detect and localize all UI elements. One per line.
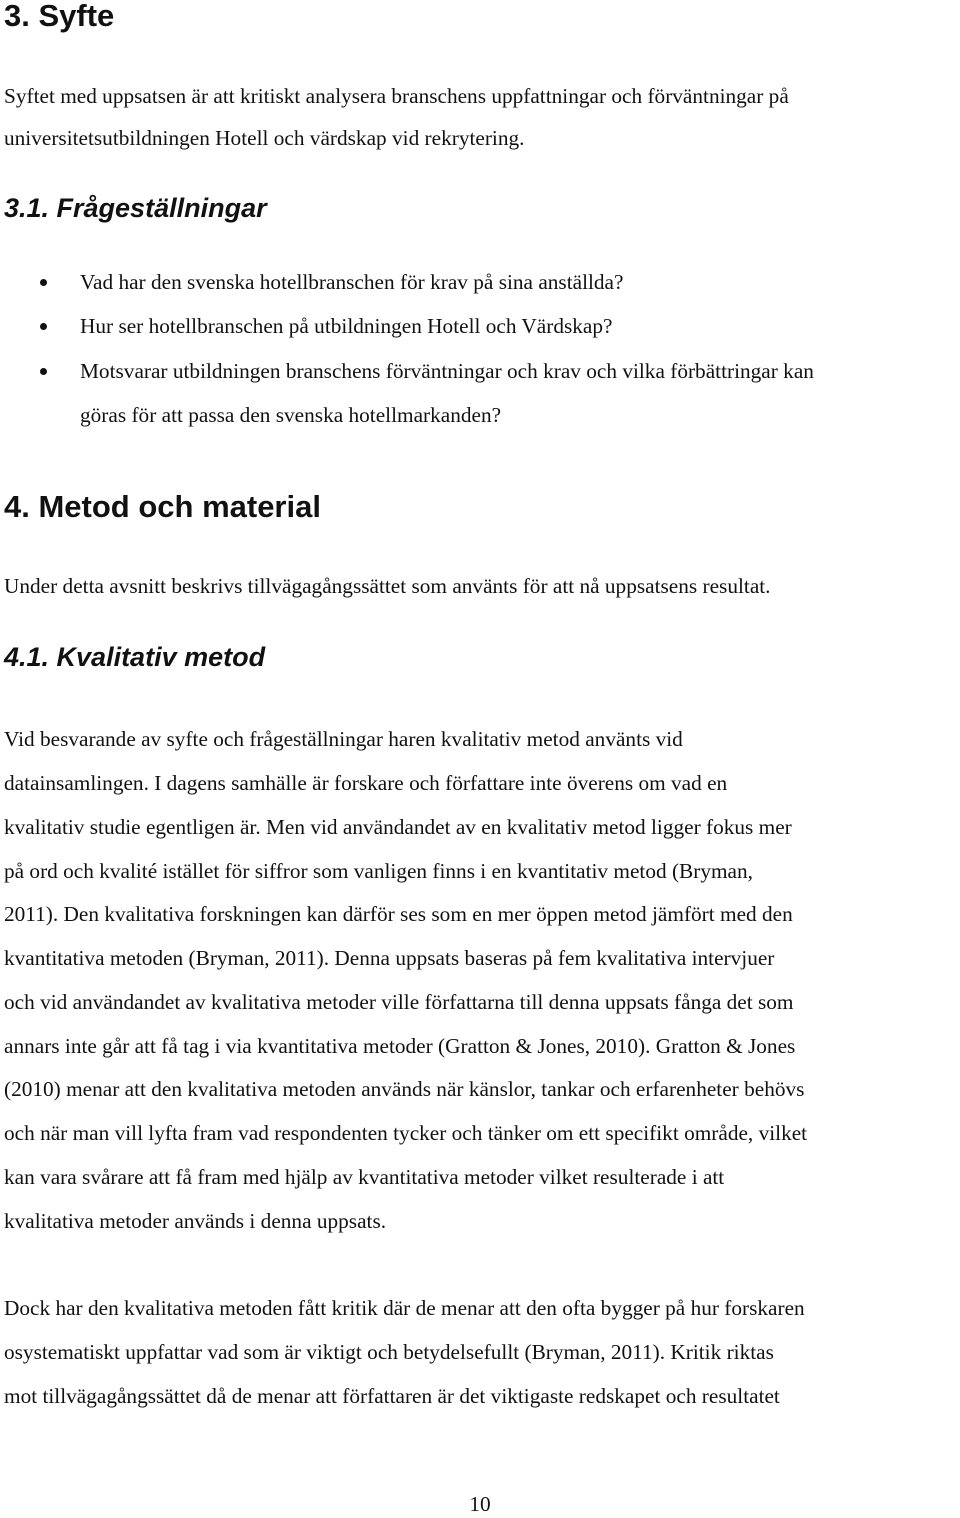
paragraph-line: på ord och kvalité istället för siffror som vanligen finns i en kvantitativ metod (Bryman, — [4, 859, 753, 883]
section-3-text-line: Syftet med uppsatsen är att kritiskt analysera branschens uppfattningar och förväntningar på — [4, 84, 789, 108]
paragraph-line: (2010) menar att den kvalitativa metoden används när känslor, tankar och erfarenheter behövs — [4, 1077, 805, 1101]
section-3-heading: 3. Syfte — [4, 0, 115, 33]
paragraph-line: kan vara svårare att få fram med hjälp av kvantitativa metoder vilket resulterade i att — [4, 1165, 725, 1189]
page-number: 10 — [469, 1492, 491, 1516]
question-bullet-text: Vad har den svenska hotellbranschen för krav på sina anställda? — [80, 270, 624, 294]
paragraph-line: Vid besvarande av syfte och frågeställningar haren kvalitativ metod använts vid — [4, 727, 683, 751]
paragraph-line: kvantitativa metoden (Bryman, 2011). Denna uppsats baseras på fem kvalitativa intervjuer — [4, 946, 775, 970]
question-bullet-text: göras för att passa den svenska hotellmarkanden? — [80, 403, 502, 427]
paragraph-line: Dock har den kvalitativa metoden fått kritik där de menar att den ofta bygger på hur forskaren — [4, 1296, 805, 1320]
section-3-1-heading: 3.1. Frågeställningar — [4, 193, 267, 223]
paragraph-line: datainsamlingen. I dagens samhälle är forskare och författare inte överens om vad en — [4, 771, 728, 795]
paragraph-line: kvalitativ studie egentligen är. Men vid användandet av en kvalitativ metod ligger fokus mer — [4, 815, 792, 839]
paragraph-line: osystematiskt uppfattar vad som är viktigt och betydelsefullt (Bryman, 2011). Kritik riktas — [4, 1340, 774, 1364]
section-4-heading: 4. Metod och material — [4, 489, 321, 524]
paragraph-line: 2011). Den kvalitativa forskningen kan därför ses som en mer öppen metod jämfört med den — [4, 902, 793, 926]
paragraph-line: kvalitativa metoder används i denna uppsats. — [4, 1209, 387, 1233]
paragraph-line: mot tillvägagångssättet då de menar att författaren är det viktigaste redskapet och resultatet — [4, 1384, 780, 1408]
question-bullet-text: Motsvarar utbildningen branschens förväntningar och krav och vilka förbättringar kan — [80, 359, 814, 383]
paragraph-line: och när man vill lyfta fram vad respondenten tycker och tänker om ett specifikt område, vilket — [4, 1121, 808, 1145]
paragraph-line: annars inte går att få tag i via kvantitativa metoder (Gratton & Jones, 2010). Gratton & Jones — [4, 1034, 796, 1058]
paragraph-line: och vid användandet av kvalitativa metoder ville författarna till denna uppsats fånga det som — [4, 990, 794, 1014]
bullet-icon — [40, 279, 47, 286]
question-bullet-text: Hur ser hotellbranschen på utbildningen Hotell och Värdskap? — [80, 314, 613, 338]
bullet-icon — [40, 368, 47, 375]
section-4-1-heading: 4.1. Kvalitativ metod — [4, 642, 266, 672]
section-4-text-line: Under detta avsnitt beskrivs tillvägagångssättet som använts för att nå uppsatsens resultat. — [4, 574, 771, 598]
section-3-text-line: universitetsutbildningen Hotell och värdskap vid rekrytering. — [4, 126, 525, 150]
bullet-icon — [40, 323, 47, 330]
